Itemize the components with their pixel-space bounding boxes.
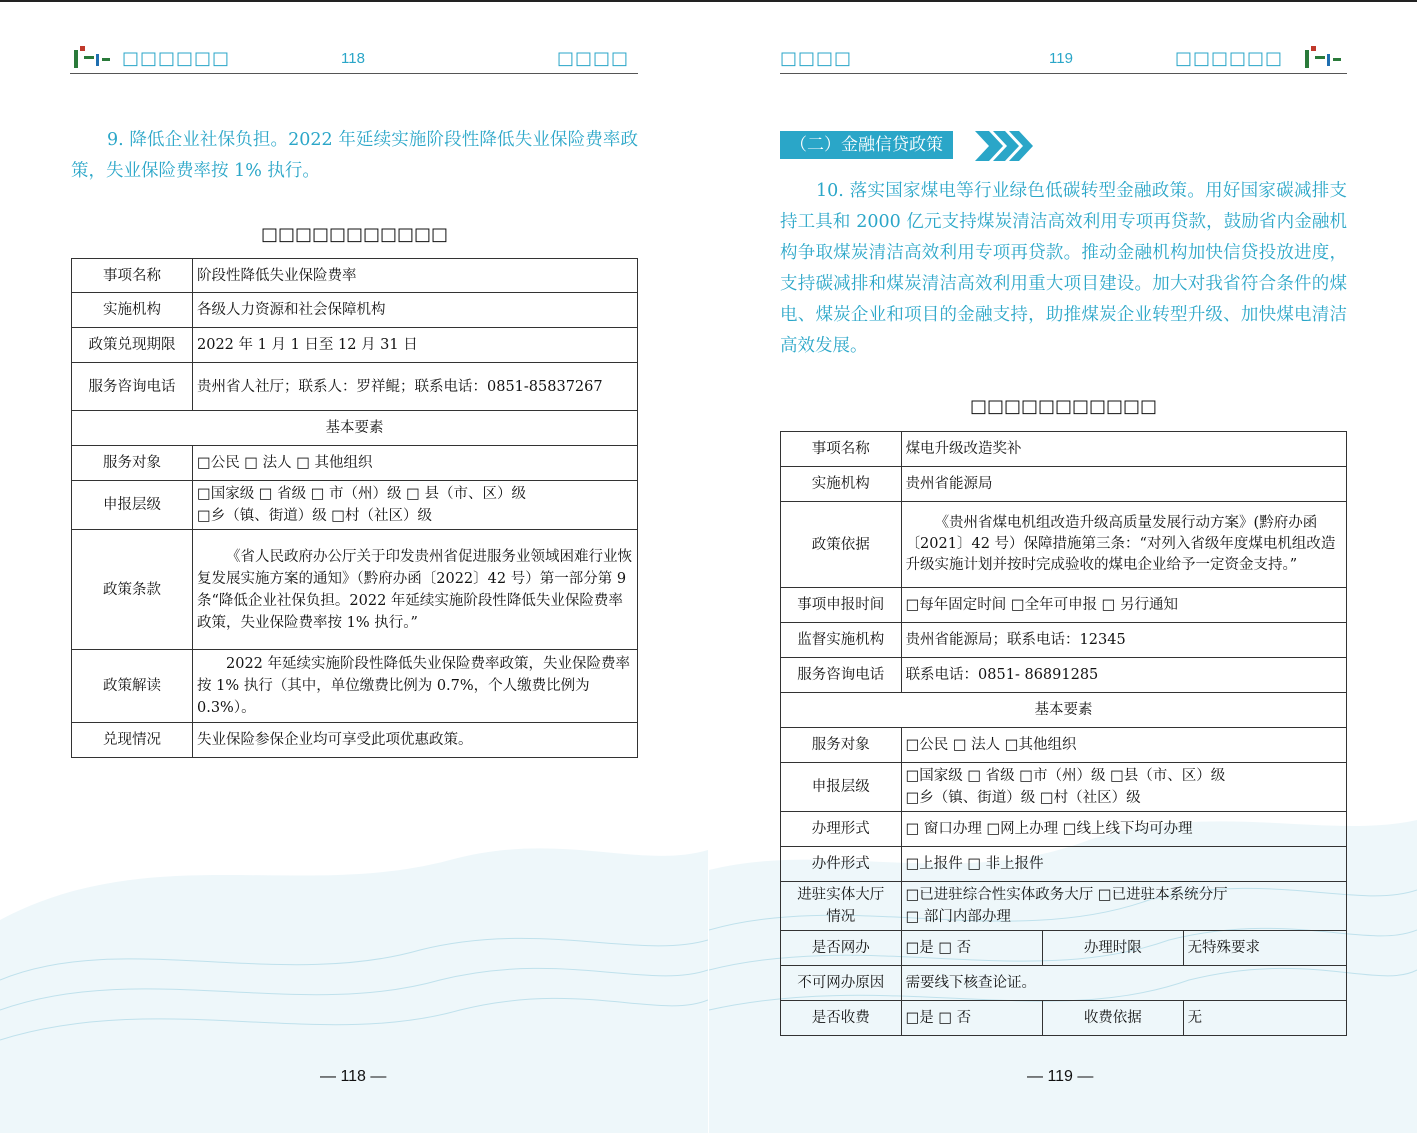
chevron-right-icon bbox=[975, 131, 1055, 161]
page-footer: — 119 — bbox=[1027, 1068, 1094, 1085]
row-label: 服务对象 bbox=[72, 446, 193, 481]
header-title: □□□□□□ bbox=[1175, 48, 1284, 69]
row-value: □公民 □ 法人 □ 其他组织 bbox=[193, 446, 638, 481]
table-title: □□□□□□□□□□□ bbox=[969, 396, 1158, 417]
row-value: 贵州省能源局；联系电话：12345 bbox=[901, 623, 1346, 658]
row-value: 《省人民政府办公厅关于印发贵州省促进服务业领域困难行业恢复发展实施方案的通知》（黔府办函〔2022〕42 号）第一部分第 9 条“降低企业社保负担。2022 年延续实施阶段性降低失业保险费率政策，失业保险费率按 1% 执行。” bbox=[193, 530, 638, 650]
row-label: 政策解读 bbox=[72, 650, 193, 723]
row-label: 事项名称 bbox=[72, 259, 193, 293]
table-title: □□□□□□□□□□□ bbox=[260, 224, 449, 245]
row-value: □公民 □ 法人 □其他组织 bbox=[901, 728, 1346, 763]
row-value: 《贵州省煤电机组改造升级高质量发展行动方案》(黔府办函〔2021〕42 号）保障措施第三条：“对列入省级年度煤电机组改造升级实施计划并按时完成验收的煤电企业给予一定资金支持。” bbox=[901, 502, 1346, 588]
page-118 bbox=[0, 0, 708, 1133]
row-label: 服务咨询电话 bbox=[781, 658, 902, 693]
row-label: 办件形式 bbox=[781, 847, 902, 882]
section-row: 基本要素 bbox=[72, 411, 638, 446]
row-value: 阶段性降低失业保险费率 bbox=[193, 259, 638, 293]
row-value: 2022 年延续实施阶段性降低失业保险费率政策，失业保险费率按 1% 执行（其中，单位缴费比例为 0.7%，个人缴费比例为 0.3%）。 bbox=[193, 650, 638, 723]
header-rule bbox=[780, 73, 1347, 74]
policy-table bbox=[71, 258, 638, 758]
row-value: □是 □ 否 bbox=[901, 1001, 1043, 1036]
row-label: 服务对象 bbox=[781, 728, 902, 763]
row-label: 进驻实体大厅 情况 bbox=[781, 882, 902, 931]
page-119 bbox=[709, 0, 1417, 1133]
row-label: 兑现情况 bbox=[72, 723, 193, 758]
row-label: 实施机构 bbox=[72, 293, 193, 328]
policy-table bbox=[780, 431, 1347, 1036]
header-section: □□□□ bbox=[557, 48, 630, 69]
row-label: 办理时限 bbox=[1043, 931, 1184, 966]
header-page-number: 119 bbox=[1049, 50, 1073, 67]
section-tag: （二）金融信贷政策 bbox=[780, 131, 953, 159]
row-value: 需要线下核查论证。 bbox=[901, 966, 1346, 1001]
row-label: 收费依据 bbox=[1043, 1001, 1184, 1036]
row-value: 联系电话：0851- 86891285 bbox=[901, 658, 1346, 693]
row-value: □上报件 □ 非上报件 bbox=[901, 847, 1346, 882]
row-value: □国家级 □ 省级 □ 市（州）级 □ 县（市、区）级 □乡（镇、街道）级 □村（社区）级 bbox=[193, 481, 638, 530]
header-title: □□□□□□ bbox=[122, 48, 231, 69]
row-value: □ 窗口办理 □网上办理 □线上线下均可办理 bbox=[901, 812, 1346, 847]
row-label: 实施机构 bbox=[781, 467, 902, 502]
row-label: 监督实施机构 bbox=[781, 623, 902, 658]
header-page-number: 118 bbox=[341, 50, 365, 67]
row-label: 办理形式 bbox=[781, 812, 902, 847]
row-label: 事项名称 bbox=[781, 432, 902, 467]
row-label: 服务咨询电话 bbox=[72, 363, 193, 411]
logo-icon bbox=[1301, 44, 1347, 72]
row-value: 无特殊要求 bbox=[1183, 931, 1346, 966]
page-footer: — 118 — bbox=[320, 1068, 387, 1085]
row-value: 煤电升级改造奖补 bbox=[901, 432, 1346, 467]
header-section: □□□□ bbox=[780, 48, 853, 69]
row-label: 申报层级 bbox=[72, 481, 193, 530]
policy-paragraph: 9. 降低企业社保负担。2022 年延续实施阶段性降低失业保险费率政策，失业保险费率按 1% 执行。 bbox=[71, 130, 638, 181]
row-value: □每年固定时间 □全年可申报 □ 另行通知 bbox=[901, 588, 1346, 623]
row-label: 政策兑现期限 bbox=[72, 328, 193, 363]
row-label: 不可网办原因 bbox=[781, 966, 902, 1001]
row-value: □已进驻综合性实体政务大厅 □已进驻本系统分厅 □ 部门内部办理 bbox=[901, 882, 1346, 931]
row-label: 是否网办 bbox=[781, 931, 902, 966]
section-row: 基本要素 bbox=[781, 693, 1347, 728]
row-label: 政策条款 bbox=[72, 530, 193, 650]
row-value: □是 □ 否 bbox=[901, 931, 1043, 966]
policy-paragraph: 10. 落实国家煤电等行业绿色低碳转型金融政策。用好国家碳减排支持工具和 2000 亿元支持煤炭清洁高效利用专项再贷款，鼓励省内金融机构争取煤炭清洁高效利用专项再贷款。推动金融机构加快信贷投放进度，支持碳减排和煤炭清洁高效利用重大项目建设。加大对我省符合条件的煤电、煤炭企业和项目的金融支持，助推煤炭企业转型升级、加快煤电清洁高效发展。 bbox=[780, 181, 1347, 356]
row-value: 无 bbox=[1183, 1001, 1346, 1036]
row-value: 失业保险参保企业均可享受此项优惠政策。 bbox=[193, 723, 638, 758]
row-label: 事项申报时间 bbox=[781, 588, 902, 623]
row-value: 贵州省人社厅；联系人：罗祥鲲；联系电话：0851-85837267 bbox=[193, 363, 638, 411]
row-value: 贵州省能源局 bbox=[901, 467, 1346, 502]
row-value: □国家级 □ 省级 □市（州）级 □县（市、区）级 □乡（镇、街道）级 □村（社区）级 bbox=[901, 763, 1346, 812]
header-rule bbox=[70, 73, 638, 74]
row-label: 申报层级 bbox=[781, 763, 902, 812]
row-label: 是否收费 bbox=[781, 1001, 902, 1036]
row-value: 2022 年 1 月 1 日至 12 月 31 日 bbox=[193, 328, 638, 363]
row-value: 各级人力资源和社会保障机构 bbox=[193, 293, 638, 328]
row-label: 政策依据 bbox=[781, 502, 902, 588]
logo-icon bbox=[70, 44, 116, 72]
